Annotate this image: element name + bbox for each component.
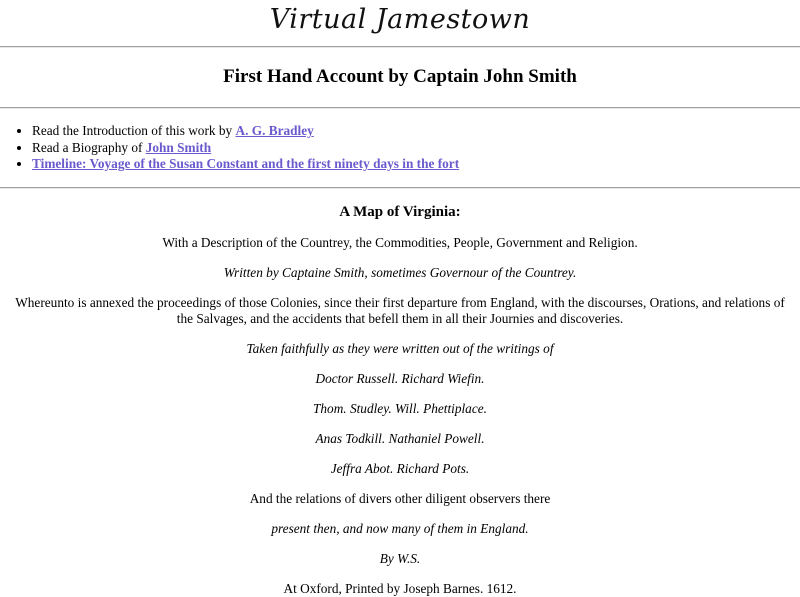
list-item — [32, 156, 800, 173]
writer-names-line: Jeffra Abot. Richard Pots. — [330, 460, 470, 476]
annex-text: Whereunto is annexed the proceedings of those Colonies, since their first departure from England, with the discourses, Orations, and relations of the Salvages, and the accidents that befell them in all their Journies and discoveries. — [15, 294, 785, 326]
by-text: By W.S. — [379, 550, 421, 566]
document-body — [0, 204, 800, 597]
writer-names-line: Anas Todkill. Nathaniel Powell. — [315, 430, 485, 446]
divider — [0, 107, 800, 109]
taken-text: Taken faithfully as they were written out of the writings of — [246, 340, 554, 356]
present-text: present then, and now many of them in England. — [271, 520, 529, 536]
link-prefix: Read a Biography of — [32, 139, 146, 155]
section-heading: A Map of Virginia: — [339, 203, 461, 220]
printed-text: At Oxford, Printed by Joseph Barnes. 1612. — [283, 580, 517, 596]
writer-names-line: Thom. Studley. Will. Phettiplace. — [313, 400, 487, 416]
bradley-introduction-link[interactable]: A. G. Bradley — [235, 123, 314, 138]
page-title: First Hand Account by Captain John Smith — [223, 66, 577, 87]
divider — [0, 187, 800, 189]
link-prefix: Read the Introduction of this work by — [32, 123, 236, 138]
list-item — [32, 140, 800, 157]
related-links-list — [0, 123, 800, 173]
description-text: With a Description of the Countrey, the Commodities, People, Government and Religion. — [162, 234, 638, 250]
list-item — [32, 123, 800, 140]
relations-text: And the relations of divers other diligent observers there — [249, 490, 551, 506]
author-text: Written by Captaine Smith, sometimes Governour of the Countrey. — [223, 264, 577, 280]
timeline-link[interactable]: Timeline: Voyage of the Susan Constant and the first ninety days in the fort — [32, 156, 460, 171]
john-smith-biography-link[interactable]: John Smith — [145, 139, 212, 155]
site-banner-title: Virtual Jamestown — [269, 4, 531, 35]
writer-names-line: Doctor Russell. Richard Wiefin. — [315, 370, 485, 386]
